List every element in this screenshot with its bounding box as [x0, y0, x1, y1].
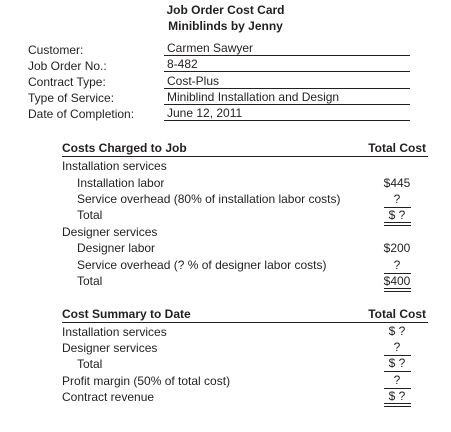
- installation-overhead-value: ?: [393, 192, 401, 206]
- summary-total-value: $ ?: [388, 356, 406, 370]
- summary-profit-label: Profit margin (50% of total cost): [62, 374, 231, 388]
- installation-heading: Installation services: [62, 159, 167, 173]
- costs-heading-rule: [62, 156, 428, 157]
- designer-total-value: $400: [383, 274, 411, 288]
- service-type-value: Miniblind Installation and Design: [167, 90, 340, 104]
- customer-underline: [164, 55, 410, 56]
- job-order-value: 8-482: [167, 57, 198, 71]
- summary-revenue-label: Contract revenue: [62, 390, 155, 404]
- designer-labor-label: Designer labor: [77, 241, 156, 255]
- summary-installation-label: Installation services: [62, 325, 167, 339]
- installation-total-double-underline: [384, 222, 411, 226]
- summary-total-underline: [384, 371, 411, 372]
- contract-type-underline: [164, 88, 410, 89]
- installation-total-value: $ ?: [388, 208, 406, 222]
- summary-total-label: Total: [77, 357, 103, 371]
- job-order-underline: [164, 71, 410, 72]
- designer-overhead-value: ?: [393, 258, 401, 272]
- designer-overhead-label: Service overhead (? % of designer labor costs): [77, 258, 327, 272]
- summary-heading-rule: [62, 322, 428, 323]
- designer-heading: Designer services: [62, 225, 158, 239]
- summary-installation-value: $ ?: [388, 324, 406, 338]
- service-type-label: Type of Service:: [28, 91, 115, 105]
- page-title: Job Order Cost Card: [166, 3, 285, 17]
- summary-designer-value: ?: [393, 340, 401, 354]
- contract-type-value: Cost-Plus: [167, 74, 220, 88]
- summary-revenue-value: $ ?: [388, 389, 406, 403]
- designer-total-double-underline: [384, 288, 411, 292]
- customer-label: Customer:: [28, 43, 84, 57]
- designer-labor-value: $200: [383, 241, 411, 255]
- summary-total-heading: Total Cost: [368, 307, 426, 321]
- contract-type-label: Contract Type:: [28, 75, 106, 89]
- customer-value: Carmen Sawyer: [167, 41, 254, 55]
- summary-revenue-double-underline: [384, 403, 411, 407]
- installation-labor-label: Installation labor: [77, 176, 165, 190]
- installation-labor-value: $445: [383, 176, 411, 190]
- completion-date-value: June 12, 2011: [167, 106, 243, 120]
- designer-total-label: Total: [77, 274, 103, 288]
- page-subtitle: Miniblinds by Jenny: [168, 19, 283, 33]
- costs-charged-heading: Costs Charged to Job: [62, 141, 187, 155]
- costs-total-heading: Total Cost: [368, 141, 426, 155]
- summary-heading: Cost Summary to Date: [62, 307, 191, 321]
- installation-total-label: Total: [77, 208, 103, 222]
- service-type-underline: [164, 104, 410, 105]
- summary-profit-value: ?: [393, 373, 401, 387]
- installation-overhead-label: Service overhead (80% of installation labor costs): [77, 192, 341, 206]
- summary-designer-label: Designer services: [62, 341, 158, 355]
- completion-date-underline: [164, 120, 410, 121]
- job-order-label: Job Order No.:: [28, 59, 107, 73]
- completion-date-label: Date of Completion:: [28, 107, 135, 121]
